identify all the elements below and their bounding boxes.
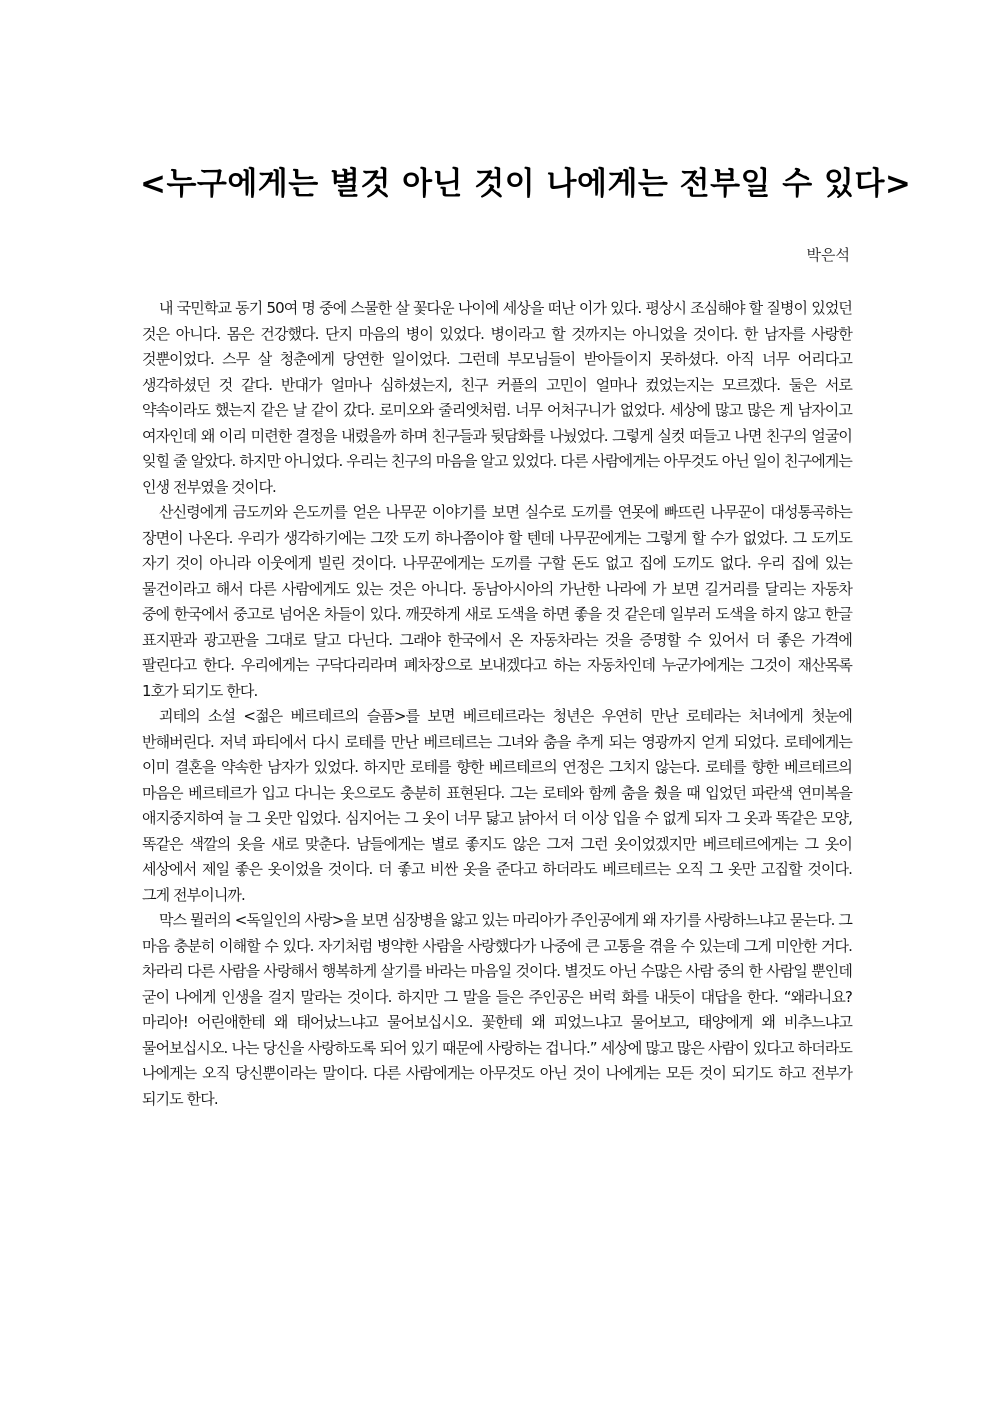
paragraph: 막스 뮐러의 <독일인의 사랑>을 보면 심장병을 앓고 있는 마리아가 주인공에게 왜 자기를 사랑하느냐고 묻는다. 그 마음 충분히 이해할 수 있다. 자기처럼 병약한 사람을 사랑했다가 나중에 큰 고통을 겪을 수 있는데 그게 미안한 거다. 차라리 다른 사람을 사랑해서 행복하게 살기를 바라는 마음일 것이다. 별것도 아닌 수많은 사람 중의 한 사람일 뿐인데 굳이 나에게 인생을 걸지 말라는 것이다. 하지만 그 말을 들은 주인공은 버럭 화를 내듯이 대답을 한다. “왜라니요? 마리아! 어린애한테 왜 태어났느냐고 물어보십시오. 꽃한테 왜 피었느냐고 물어보고, 태양에게 왜 비추느냐고 물어보십시오. 나는 당신을 사랑하도록 되어 있기 때문에 사랑하는 겁니다.” 세상에 많고 많은 사람이 있다고 하더라도 나에게는 오직 당신뿐이라는 말이다. 다른 사람에게는 아무것도 아닌 것이 나에게는 모든 것이 되기도 하고 전부가 되기도 한다. (142, 911, 852, 1108)
paragraph: 산신령에게 금도끼와 은도끼를 얻은 나무꾼 이야기를 보면 실수로 도끼를 연못에 빠뜨린 나무꾼이 대성통곡하는 장면이 나온다. 우리가 생각하기에는 그깟 도끼 하나쯤이야 할 텐데 나무꾼에게는 그렇게 할 수가 없었다. 그 도끼도 자기 것이 아니라 이웃에게 빌린 것이다. 나무꾼에게는 도끼를 구할 돈도 없고 집에 도끼도 없다. 우리 집에 있는 물건이라고 해서 다른 사람에게도 있는 것은 아니다. 동남아시아의 가난한 나라에 가 보면 길거리를 달리는 자동차 중에 한국에서 중고로 넘어온 차들이 있다. 깨끗하게 새로 도색을 하면 좋을 것 같은데 일부러 도색을 하지 않고 한글 표지판과 광고판을 그대로 달고 다닌다. 그래야 한국에서 온 자동차라는 것을 증명할 수 있어서 더 좋은 가격에 팔린다고 한다. 우리에게는 구닥다리라며 폐차장으로 보내겠다고 하는 자동차인데 누군가에게는 그것이 재산목록 1호가 되기도 한다. (142, 503, 852, 700)
author-name: 박은석 (806, 246, 850, 264)
paragraph: 내 국민학교 동기 50여 명 중에 스물한 살 꽃다운 나이에 세상을 떠난 이가 있다. 평상시 조심해야 할 질병이 있었던 것은 아니다. 몸은 건강했다. 단지 마음의 병이 있었다. 병이라고 할 것까지는 아니었을 것이다. 한 남자를 사랑한 것뿐이었다. 스무 살 청춘에게 당연한 일이었다. 그런데 부모님들이 받아들이지 못하셨다. 아직 너무 어리다고 생각하셨던 것 같다. 반대가 얼마나 심하셨는지, 친구 커플의 고민이 얼마나 컸었는지는 모르겠다. 둘은 서로 약속이라도 했는지 같은 날 같이 갔다. 로미오와 줄리엣처럼. 너무 어처구니가 없었다. 세상에 많고 많은 게 남자이고 여자인데 왜 이리 미련한 결정을 내렸을까 하며 친구들과 뒷담화를 나눴었다. 그렇게 실컷 떠들고 나면 친구의 얼굴이 잊힐 줄 알았다. 하지만 아니었다. 우리는 친구의 마음을 알고 있었다. 다른 사람에게는 아무것도 아닌 일이 친구에게는 인생 전부였을 것이다. (142, 299, 852, 496)
paragraph: 괴테의 소설 <젊은 베르테르의 슬픔>를 보면 베르테르라는 청년은 우연히 만난 로테라는 처녀에게 첫눈에 반해버린다. 저녁 파티에서 다시 로테를 만난 베르테르는 그녀와 춤을 추게 되는 영광까지 얻게 되었다. 로테에게는 이미 결혼을 약속한 남자가 있었다. 하지만 로테를 향한 베르테르의 연정은 그치지 않는다. 로테를 향한 베르테르의 마음은 베르테르가 입고 다니는 옷으로도 충분히 표현된다. 그는 로테와 함께 춤을 췄을 때 입었던 파란색 연미복을 애지중지하여 늘 그 옷만 입었다. 심지어는 그 옷이 너무 닳고 낡아서 더 이상 입을 수 없게 되자 그 옷과 똑같은 모양, 똑같은 색깔의 옷을 새로 맞춘다. 남들에게는 별로 좋지도 않은 그저 그런 옷이었겠지만 베르테르에게는 그 옷이 세상에서 제일 좋은 옷이었을 것이다. 더 좋고 비싼 옷을 준다고 하더라도 베르테르는 오직 그 옷만 고집할 것이다. 그게 전부이니까. (142, 707, 852, 904)
essay-body (142, 296, 852, 1112)
essay-title: <누구에게는 별것 아닌 것이 나에게는 전부일 수 있다> (140, 166, 912, 202)
